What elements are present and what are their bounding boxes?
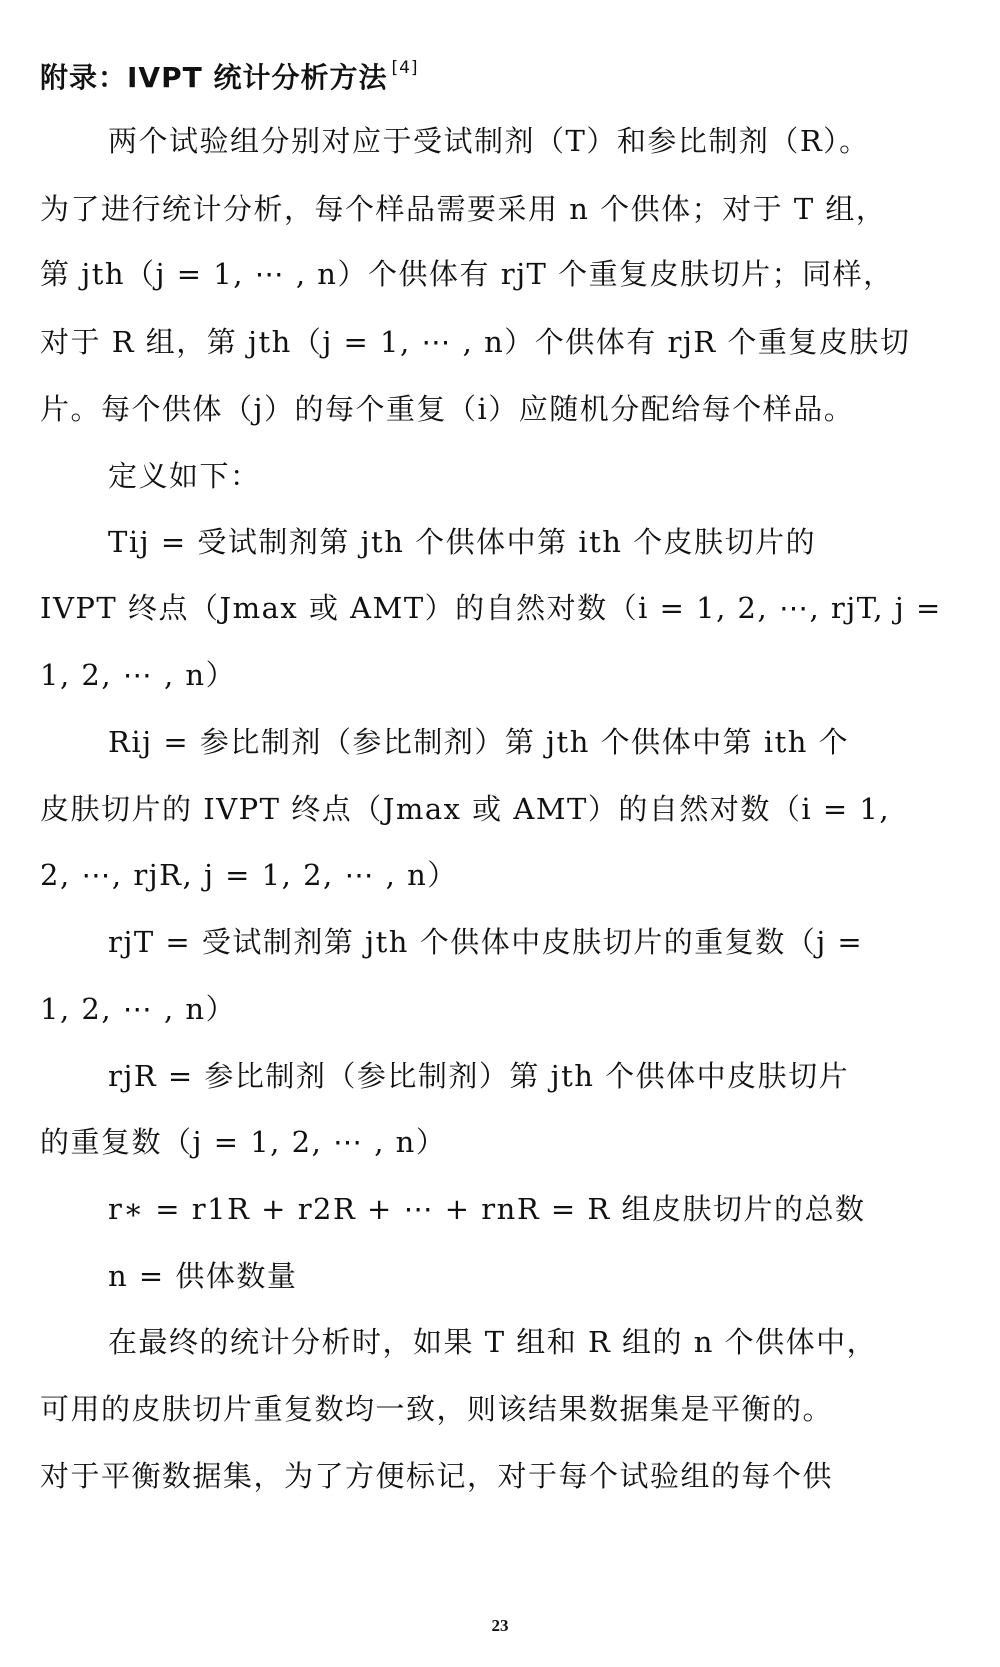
definition-line: 2, ⋯, rjR, j = 1, 2, ⋯ , n） xyxy=(40,858,458,892)
paragraph-line: 为了进行统计分析，每个样品需要采用 n 个供体；对于 T 组， xyxy=(40,192,887,226)
definition-line: rjT = 受试制剂第 jth 个供体中皮肤切片的重复数（j = xyxy=(108,925,864,959)
definition-line: IVPT 终点（Jmax 或 AMT）的自然对数（i = 1, 2, ⋯, rjT, j = xyxy=(40,591,942,625)
page-number: 23 xyxy=(491,1616,509,1635)
paragraph-line: 对于平衡数据集，为了方便标记，对于每个试验组的每个供 xyxy=(40,1459,834,1493)
paragraph-line: 在最终的统计分析时，如果 T 组和 R 组的 n 个供体中， xyxy=(108,1325,878,1359)
definition-line: 1, 2, ⋯ , n） xyxy=(40,658,237,692)
appendix-title xyxy=(40,56,419,96)
paragraph-line: 第 jth（j = 1, ⋯ , n）个供体有 rjT 个重复皮肤切片；同样， xyxy=(40,257,894,291)
paragraph-line: 可用的皮肤切片重复数均一致，则该结果数据集是平衡的。 xyxy=(40,1392,834,1426)
definition-line: 1, 2, ⋯ , n） xyxy=(40,992,237,1026)
paragraph-line: 片。每个供体（j）的每个重复（i）应随机分配给每个样品。 xyxy=(40,392,855,426)
definition-line: n = 供体数量 xyxy=(108,1259,298,1293)
paragraph-line: 定义如下： xyxy=(108,459,261,493)
paragraph-line: 两个试验组分别对应于受试制剂（T）和参比制剂（R）。 xyxy=(108,124,870,158)
definition-line: 皮肤切片的 IVPT 终点（Jmax 或 AMT）的自然对数（i = 1, xyxy=(40,792,891,826)
definition-line: 的重复数（j = 1, 2, ⋯ , n） xyxy=(40,1125,447,1159)
definition-line: Rij = 参比制剂（参比制剂）第 jth 个供体中第 ith 个 xyxy=(108,725,850,759)
definition-line: rjR = 参比制剂（参比制剂）第 jth 个供体中皮肤切片 xyxy=(108,1059,850,1093)
definition-line: r∗ = r1R + r2R + ⋯ + rnR = R 组皮肤切片的总数 xyxy=(108,1192,866,1226)
definition-line: Tij = 受试制剂第 jth 个供体中第 ith 个皮肤切片的 xyxy=(108,525,817,559)
paragraph-line: 对于 R 组，第 jth（j = 1, ⋯ , n）个供体有 rjR 个重复皮肤切 xyxy=(40,325,911,359)
reference-marker: [4] xyxy=(391,58,419,78)
title-text: 附录：IVPT 统计分析方法 xyxy=(40,61,388,94)
